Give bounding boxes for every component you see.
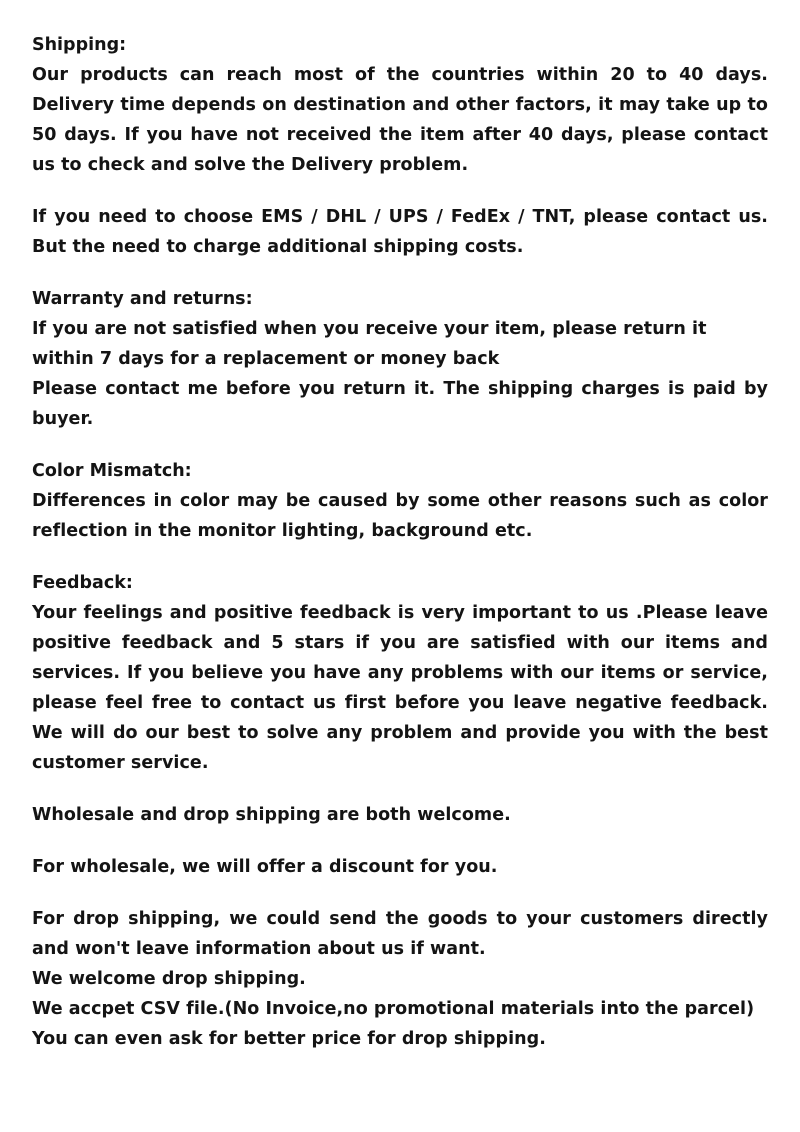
section-heading: Color Mismatch:	[32, 461, 192, 481]
section-paragraph: For wholesale, we will offer a discount for you.	[32, 857, 498, 877]
section-paragraph: Differences in color may be caused by some other reasons such as color reflection in the monitor lighting, background etc.	[32, 491, 768, 541]
section-drop-shipping-details	[32, 904, 768, 1054]
section-paragraph: Our products can reach most of the countries within 20 to 40 days. Delivery time depends on destination and other factors, it may take up to 50 days. If you have not received the item after 40 days, please contact us to check and solve the Delivery problem.	[32, 65, 768, 175]
section-paragraph: We accpet CSV file.(No Invoice,no promotional materials into the parcel)	[32, 999, 755, 1019]
section-paragraph: Wholesale and drop shipping are both welcome.	[32, 805, 511, 825]
section-paragraph: You can even ask for better price for drop shipping.	[32, 1029, 546, 1049]
section-express-carriers	[32, 202, 768, 262]
section-shipping	[32, 30, 768, 180]
section-paragraph: If you need to choose EMS / DHL / UPS / FedEx / TNT, please contact us. But the need to charge additional shipping costs.	[32, 207, 768, 257]
section-wholesale-discount	[32, 852, 768, 882]
section-heading: Feedback:	[32, 573, 133, 593]
section-paragraph: For drop shipping, we could send the goods to your customers directly and won't leave information about us if want.	[32, 909, 768, 959]
section-paragraph: We welcome drop shipping.	[32, 969, 306, 989]
section-paragraph: Your feelings and positive feedback is very important to us .Please leave positive feedback and 5 stars if you are satisfied with our items and services. If you believe you have any problems with our items or service, please feel free to contact us first before you leave negative feedback. We will do our best to solve any problem and provide you with the best customer service.	[32, 603, 768, 773]
section-heading: Shipping:	[32, 35, 127, 55]
section-paragraph: If you are not satisfied when you receive your item, please return it within 7 days for a replacement or money back	[32, 319, 707, 369]
section-paragraph: Please contact me before you return it. The shipping charges is paid by buyer.	[32, 379, 768, 429]
section-feedback	[32, 568, 768, 778]
section-wholesale-and-drop-shipping-welcome	[32, 800, 768, 830]
section-heading: Warranty and returns:	[32, 289, 253, 309]
section-warranty-and-returns	[32, 284, 768, 434]
section-color-mismatch	[32, 456, 768, 546]
